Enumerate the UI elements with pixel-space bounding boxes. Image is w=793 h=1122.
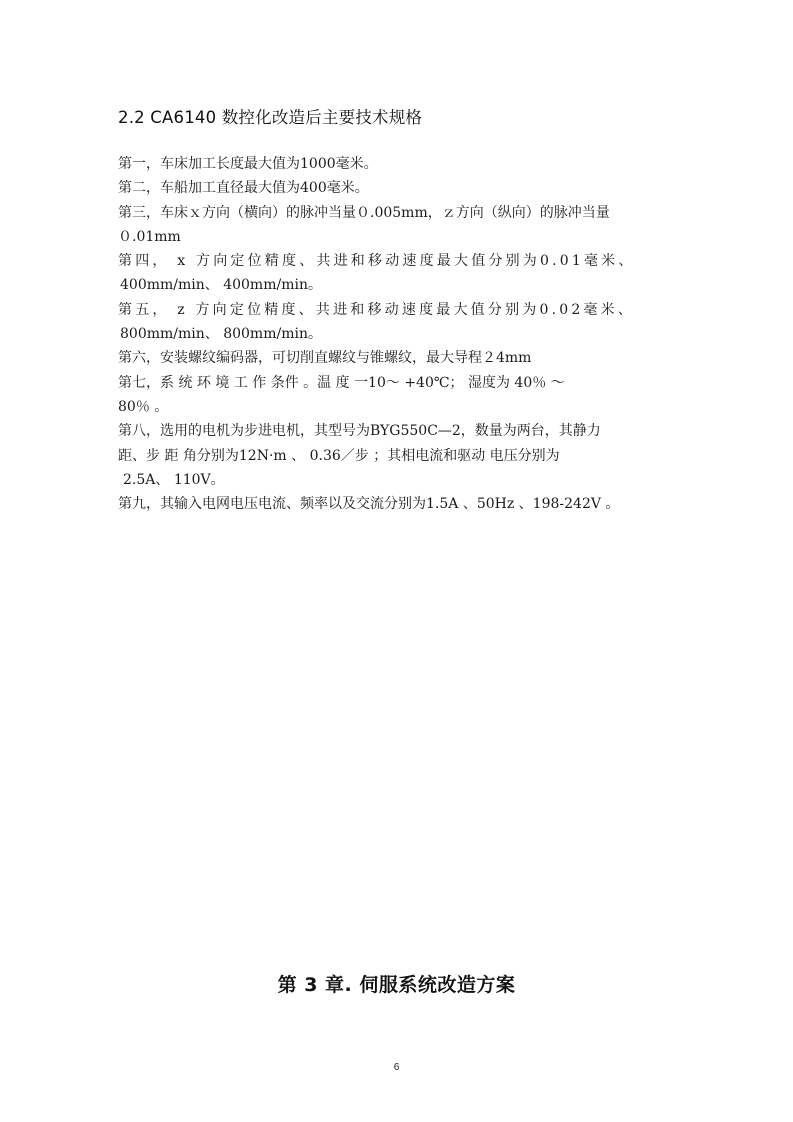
spec-line-8: 800mm/min、 800mm/min。	[120, 326, 322, 343]
spec-line-14: 2.5A、 110V。	[123, 471, 225, 488]
spec-line-1: 第一，车床加工长度最大值为1000毫米。	[118, 156, 378, 172]
spec-line-10: 第七，系 统 环 境 工 作 条件 。温 度 一10～ +40℃； 湿度为 40％ ～	[118, 374, 565, 391]
spec-line-11: 80％ 。	[118, 398, 169, 415]
spec-line-5: 第四， x 方向定位精度、共进和移动速度最大值分别为0.01毫米、	[118, 253, 636, 270]
spec-line-9: 第六，安装螺纹编码器，可切削直螺纹与锥螺纹，最大导程２4mm	[118, 350, 532, 367]
spec-line-6: 400mm/min、 400mm/min。	[120, 277, 322, 294]
spec-line-7: 第五， z 方向定位精度、共进和移动速度最大值分别为0.02毫米、	[118, 301, 636, 318]
spec-list	[118, 152, 678, 516]
chapter-heading: 第 3 章. 伺服系统改造方案	[277, 974, 516, 996]
page-number: 6	[393, 1062, 400, 1073]
spec-line-4: ０.01mm	[118, 228, 181, 245]
spec-line-2: 第二，车船加工直径最大值为400毫米。	[118, 180, 369, 197]
spec-line-13: 距、步 距 角分别为12N·m 、 0.36／步 ；其相电流和驱动 电压分别为	[118, 447, 560, 464]
section-heading: 2.2 CA6140 数控化改造后主要技术规格	[118, 108, 423, 127]
spec-line-12: 第八，选用的电机为步进电机，其型号为BYG550C—2，数量为两台，其静力	[118, 423, 601, 440]
spec-line-3: 第三，车床ｘ方向（横向）的脉冲当量０.005mm，ｚ方向（纵向）的脉冲当量	[118, 204, 610, 221]
spec-line-15: 第九，其输入电网电压电流、频率以及交流分别为1.5A 、50Hz 、198-242V 。	[118, 496, 620, 513]
